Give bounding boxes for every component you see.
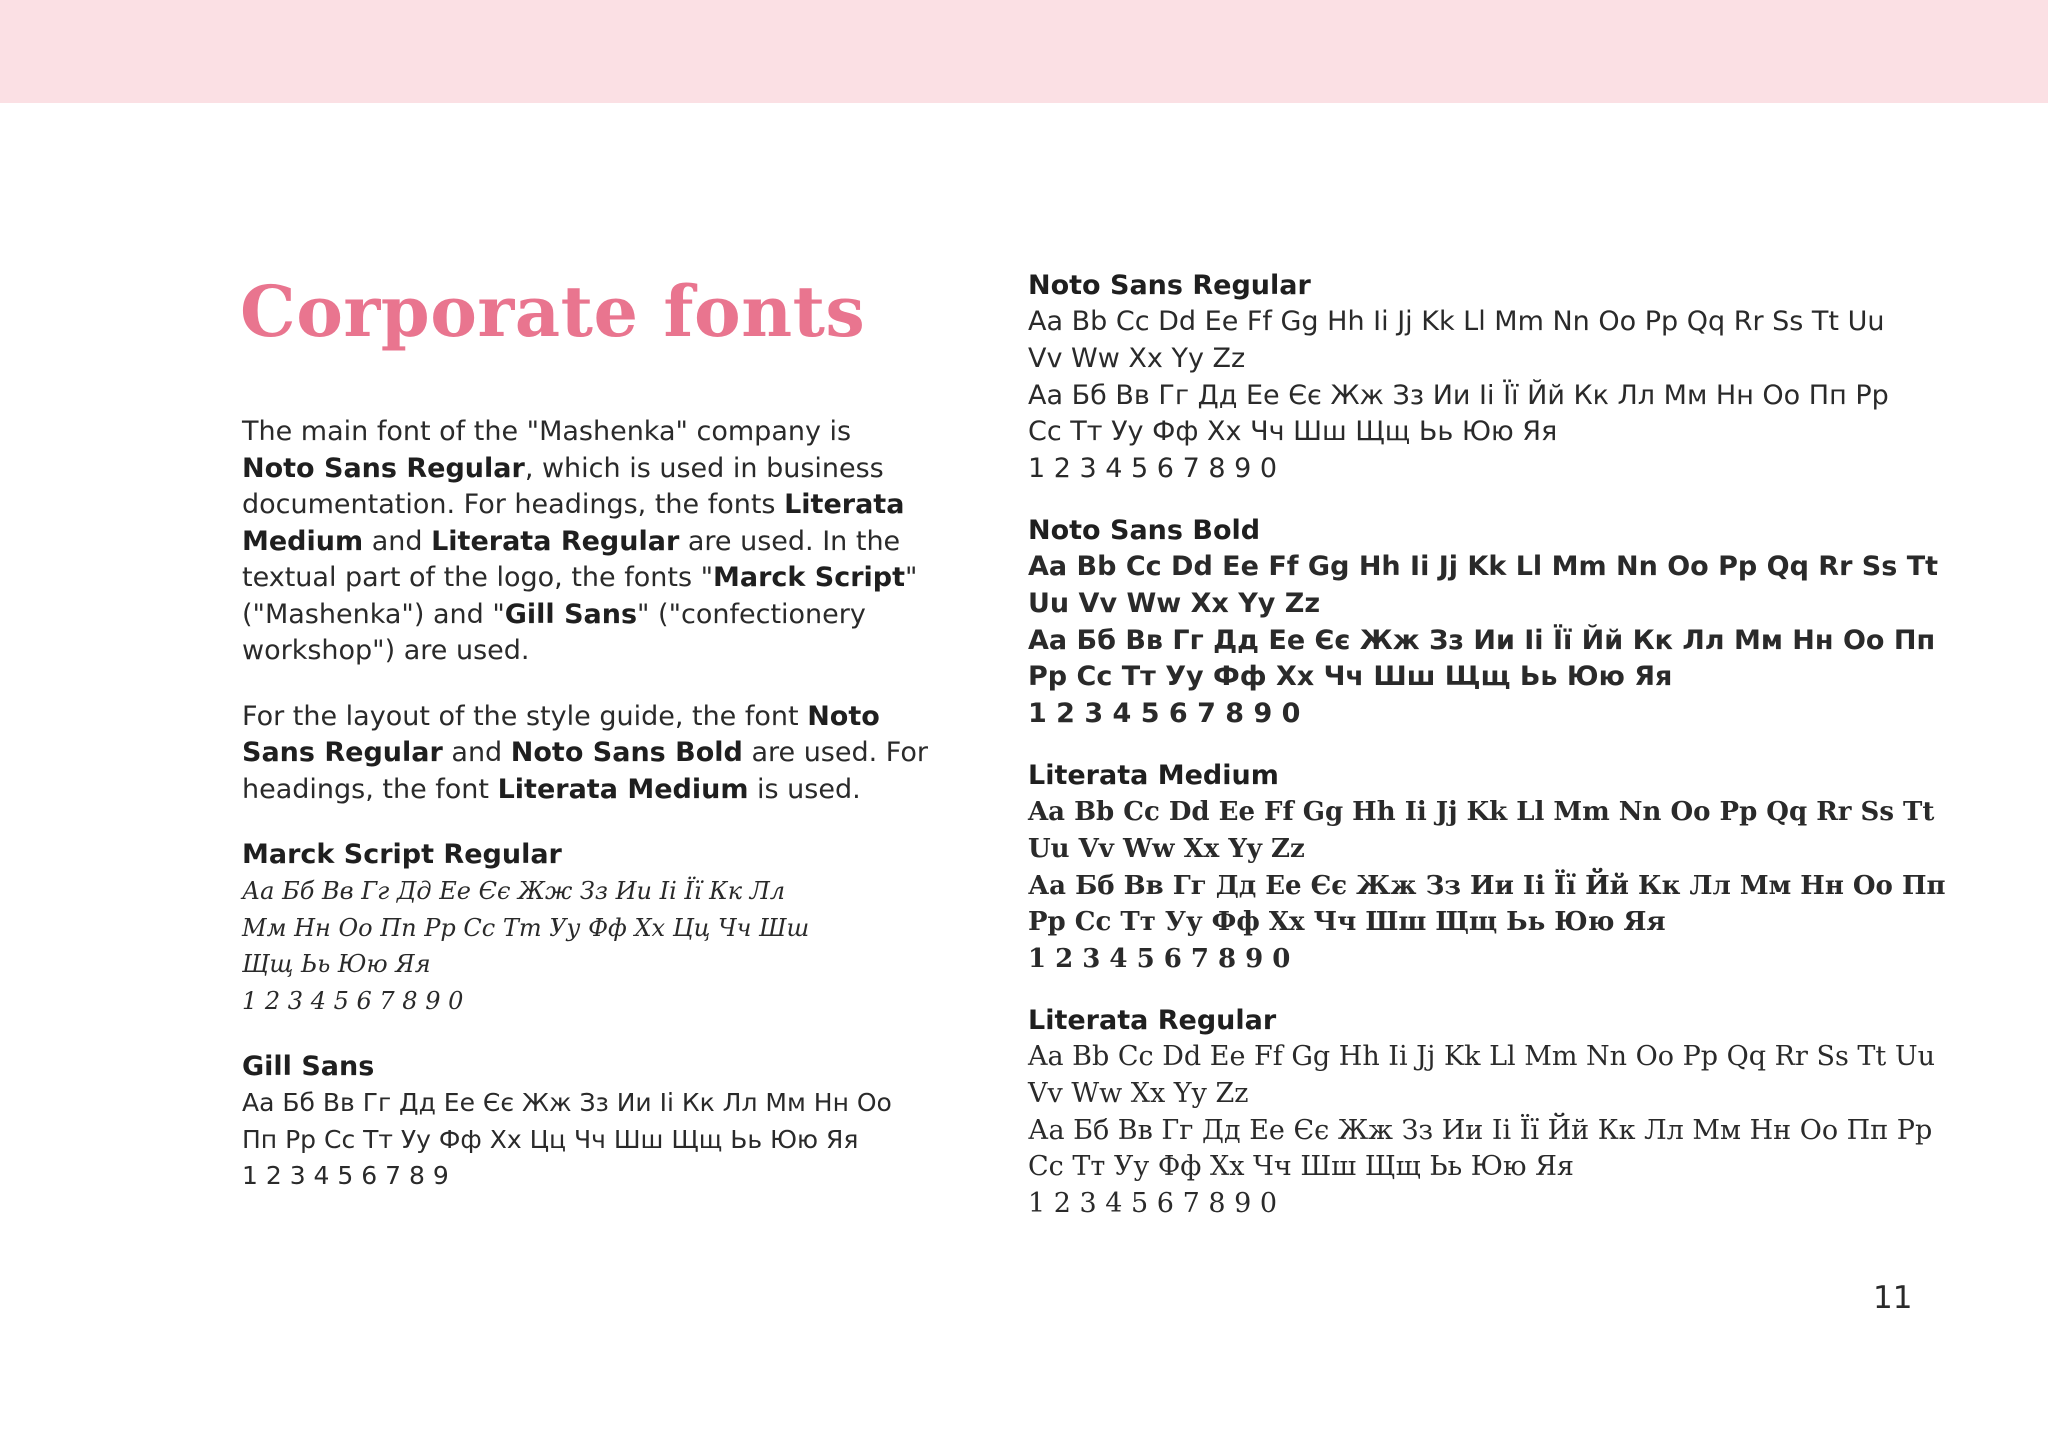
layout-paragraph: For the layout of the style guide, the font Noto Sans Regular and Noto Sans Bold are used. For headings, the font Literata Medium is used.	[242, 700, 928, 805]
font-sample-title: Marck Script Regular	[242, 839, 562, 870]
font-sample-line: Рр Сс Тт Уу Фф Хх Чч Шш Щщ Ьь Юю Яя	[1028, 661, 1673, 693]
font-sample-line: 1 2 3 4 5 6 7 8 9 0	[1028, 453, 1278, 485]
font-sample-line: Сс Тт Уу Фф Хх Чч Шш Щщ Ьь Юю Яя	[1028, 1151, 1574, 1183]
font-sample-title: Noto Sans Regular	[1028, 270, 1311, 301]
bold-font-name: Noto Sans Regular	[242, 452, 525, 484]
page-title: Corporate fonts	[240, 270, 866, 353]
font-sample-line: Aa Bb Cc Dd Ee Ff Gg Hh Ii Jj Kk Ll Mm Nn Oo Pp Qq Rr Ss Tt	[1028, 796, 1935, 827]
bold-font-name: Marck Script	[713, 562, 906, 593]
font-sample-line: Uu Vv Ww Xx Yy Zz	[1028, 587, 1321, 619]
font-sample-line: Vv Ww Xx Yy Zz	[1028, 342, 1246, 374]
bold-font-name: Literata Medium	[497, 773, 749, 805]
font-sample-title: Literata Medium	[1028, 759, 1279, 791]
font-sample-line: Пп Рр Сс Тт Уу Фф Хх Цц Чч Шш Щщ Ьь Юю Яя	[242, 1124, 859, 1154]
font-sample-marck-script	[242, 837, 932, 1019]
page-number: 11	[1873, 1280, 1913, 1316]
font-sample-line: Аа Бб Вв Гг Дд Ее Єє Жж Зз Ии Іі Її Кк Лл	[242, 877, 786, 905]
font-sample-noto-sans-bold	[1028, 513, 1939, 733]
bold-font-name: Literata Regular	[431, 525, 680, 557]
font-sample-line: Uu Vv Ww Xx Yy Zz	[1028, 833, 1305, 864]
font-sample-noto-sans-regular	[1028, 268, 1928, 488]
font-sample-line: Аа Бб Вв Гг Дд Ее Єє Жж Зз Ии Іі Її Йй Кк Лл Мм Нн Оо Пп	[1028, 870, 1946, 901]
font-sample-literata-medium	[1028, 758, 1946, 978]
font-sample-line: Сс Тт Уу Фф Хх Чч Шш Щщ Ьь Юю Яя	[1028, 416, 1558, 448]
font-sample-line: Aa Bb Cc Dd Ee Ff Gg Hh Ii Jj Kk Ll Mm Nn Oo Pp Qq Rr Ss Tt	[1028, 550, 1939, 582]
font-sample-title: Gill Sans	[242, 1051, 375, 1082]
font-sample-line: Vv Ww Xx Yy Zz	[1028, 1077, 1249, 1109]
font-sample-title: Noto Sans Bold	[1028, 514, 1261, 546]
font-sample-line: Aa Bb Cc Dd Ee Ff Gg Hh Ii Jj Kk Ll Mm Nn Oo Pp Qq Rr Ss Tt Uu	[1028, 306, 1885, 337]
font-sample-line: Aa Bb Cc Dd Ee Ff Gg Hh Ii Jj Kk Ll Mm Nn Oo Pp Qq Rr Ss Tt Uu	[1028, 1040, 1935, 1072]
font-sample-line: Аа Бб Вв Гг Дд Ее Єє Жж Зз Ии Іі Кк Лл Мм Нн Оо	[242, 1088, 892, 1117]
font-sample-line: 1 2 3 4 5 6 7 8 9 0	[1028, 1188, 1278, 1220]
font-sample-title: Literata Regular	[1028, 1004, 1277, 1036]
font-sample-gill-sans	[242, 1049, 932, 1195]
bold-font-name: Literata Medium	[242, 489, 905, 557]
font-sample-literata-regular	[1028, 1003, 1935, 1223]
bold-font-name: Gill Sans	[504, 598, 638, 630]
font-sample-line: Мм Нн Оо Пп Рр Сс Тт Уу Фф Хх Цц Чч Шш	[242, 913, 810, 942]
font-sample-line: Рр Сс Тт Уу Фф Хх Чч Шш Щщ Ьь Юю Яя	[1028, 907, 1666, 938]
intro-paragraph: The main font of the "Mashenka" company is Noto Sans Regular, which is used in business documentation. For headings, the fonts Literata Medium and Literata Regular are used. In the textual part of the logo, the fonts "Marck Script" ("Mashenka") and "Gill Sans" ("confectionery workshop") are used.	[242, 416, 918, 666]
header-band	[0, 0, 2048, 103]
font-sample-line: Аа Бб Вв Гг Дд Ее Єє Жж Зз Ии Іі Її Йй Кк Лл Мм Нн Оо Пп	[1028, 624, 1936, 656]
bold-font-name: Noto Sans Bold	[510, 737, 743, 768]
font-sample-line: 1 2 3 4 5 6 7 8 9 0	[1028, 944, 1291, 975]
bold-font-name: Noto Sans Regular	[242, 700, 880, 768]
left-column	[242, 414, 932, 1225]
font-sample-line: 1 2 3 4 5 6 7 8 9 0	[242, 986, 464, 1015]
font-sample-line: Аа Бб Вв Гг Дд Ее Єє Жж Зз Ии Іі Її Йй Кк Лл Мм Нн Оо Пп Рр	[1028, 379, 1889, 411]
font-sample-line: Щщ Ьь Юю Яя	[242, 950, 431, 978]
font-sample-line: 1 2 3 4 5 6 7 8 9 0	[1028, 698, 1301, 730]
font-sample-line: Аа Бб Вв Гг Дд Ее Єє Жж Зз Ии Іі Її Йй Кк Лл Мм Нн Оо Пп Рр	[1028, 1114, 1933, 1146]
font-sample-line: 1 2 3 4 5 6 7 8 9	[242, 1161, 449, 1190]
right-column	[1028, 268, 1946, 1248]
